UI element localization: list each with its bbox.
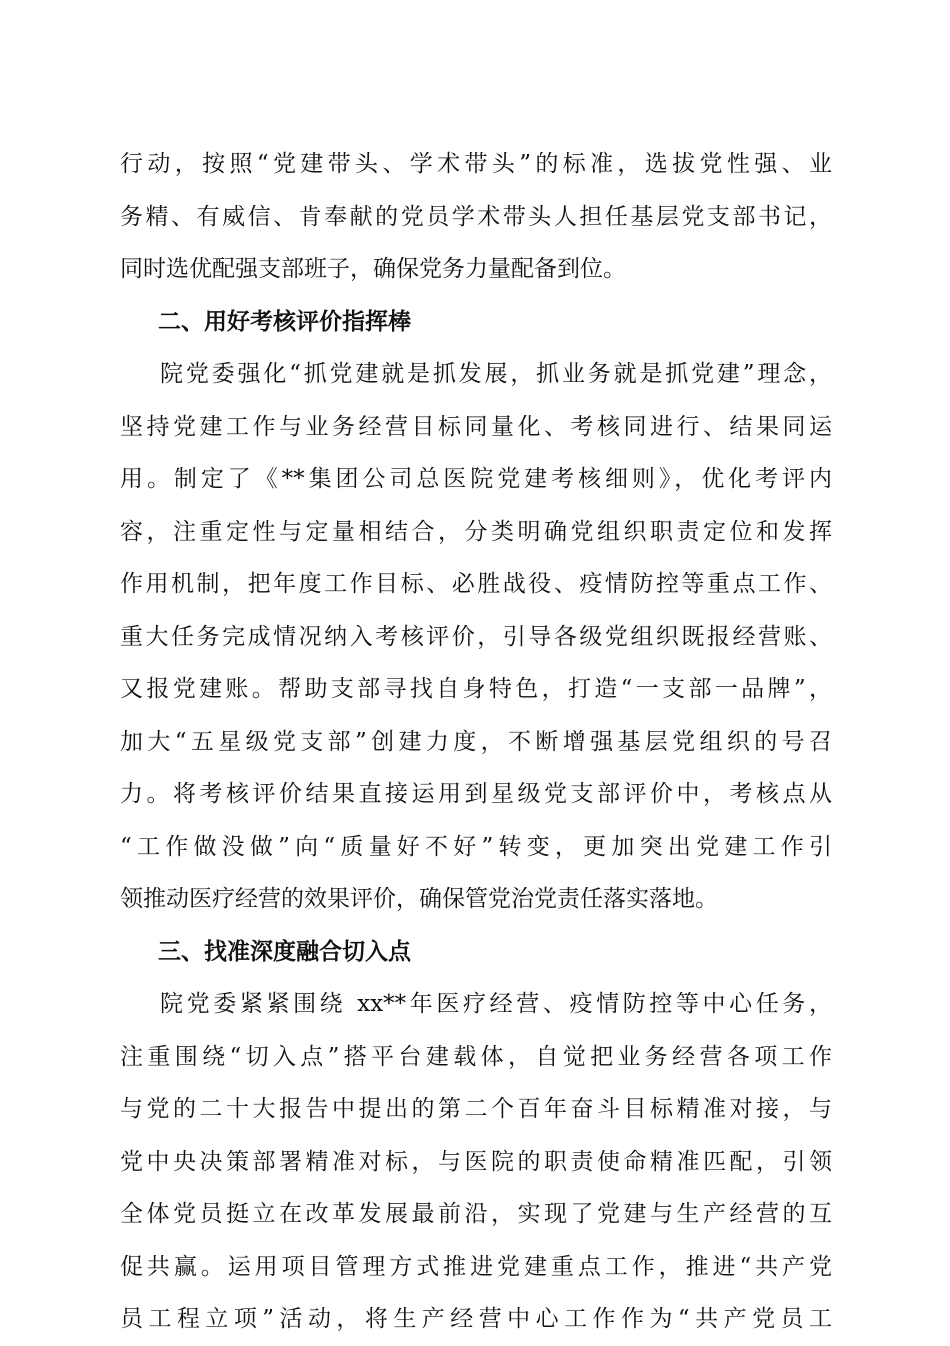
paragraph-3-line-6: 促共赢。运用项目管理方式推进党建重点工作，推进“共产党 — [120, 1253, 832, 1280]
paragraph-2-line-11: 领推动医疗经营的效果评价，确保管党治党责任落实落地。 — [120, 886, 718, 912]
paragraph-2-line-5: 作用机制，把年度工作目标、必胜战役、疫情防控等重点工作、 — [120, 571, 832, 597]
paragraph-1-line-2: 务精、有威信、肯奉献的党员学术带头人担任基层党支部书记， — [120, 203, 832, 230]
paragraph-3-line-7: 员工程立项”活动，将生产经营中心工作作为“共产党员工 — [120, 1306, 832, 1332]
paragraph-2-line-8: 加大“五星级党支部”创建力度，不断增强基层党组织的号召 — [120, 728, 832, 755]
paragraph-3-line-2: 注重围绕“切入点”搭平台建载体，自觉把业务经营各项工作 — [120, 1043, 832, 1070]
paragraph-2-line-4: 容，注重定性与定量相结合，分类明确党组织职责定位和发挥 — [120, 518, 832, 545]
section-heading-3: 三、找准深度融合切入点 — [158, 938, 411, 965]
paragraph-2-line-7: 又报党建账。帮助支部寻找自身特色，打造“一支部一品牌”， — [120, 676, 832, 702]
paragraph-2-line-10: “工作做没做”向“质量好不好”转变，更加突出党建工作引 — [120, 833, 832, 860]
paragraph-2-line-9: 力。将考核评价结果直接运用到星级党支部评价中，考核点从 — [120, 781, 832, 807]
paragraph-1-line-1: 行动，按照“党建带头、学术带头”的标准，选拔党性强、业 — [120, 151, 832, 177]
paragraph-3-line-5: 全体党员挺立在改革发展最前沿，实现了党建与生产经营的互 — [120, 1201, 832, 1227]
document-body — [120, 138, 832, 1346]
paragraph-2-line-3: 用。制定了《**集团公司总医院党建考核细则》，优化考评内 — [120, 466, 832, 492]
section-heading-2: 二、用好考核评价指挥棒 — [158, 308, 411, 335]
paragraph-3-line-1: 院党委紧紧围绕 xx**年医疗经营、疫情防控等中心任务， — [160, 991, 832, 1017]
paragraph-2-line-2: 坚持党建工作与业务经营目标同量化、考核同进行、结果同运 — [120, 413, 832, 440]
paragraph-2-line-6: 重大任务完成情况纳入考核评价，引导各级党组织既报经营账、 — [120, 623, 832, 650]
paragraph-2-line-1: 院党委强化“抓党建就是抓发展，抓业务就是抓党建”理念， — [160, 361, 832, 387]
paragraph-1-line-3: 同时选优配强支部班子，确保党务力量配备到位。 — [120, 256, 626, 282]
paragraph-3-line-3: 与党的二十大报告中提出的第二个百年奋斗目标精准对接，与 — [120, 1096, 832, 1122]
paragraph-3-line-4: 党中央决策部署精准对标，与医院的职责使命精准匹配，引领 — [120, 1148, 832, 1175]
